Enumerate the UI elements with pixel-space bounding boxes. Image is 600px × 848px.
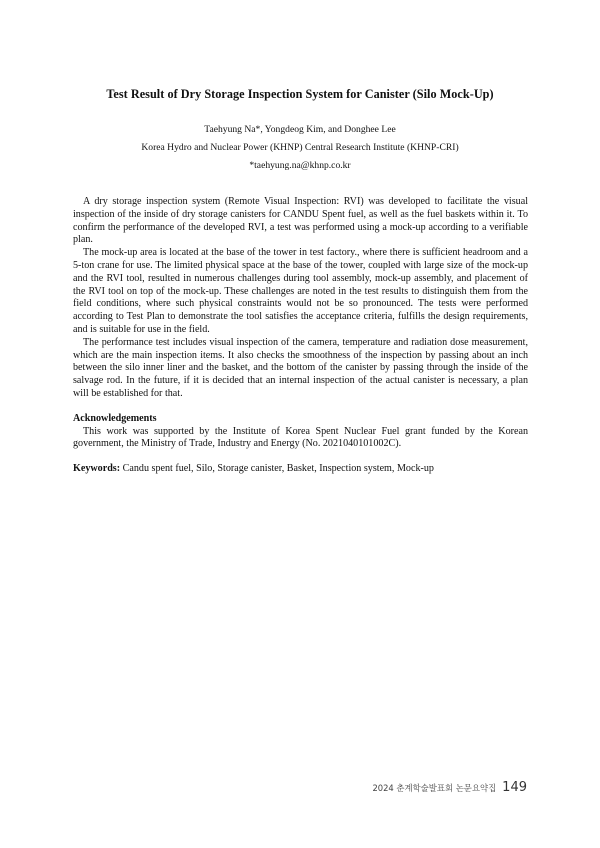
paragraph-2: The mock-up area is located at the base of the tower in test factory., where there is sufficient headroom and a 5-ton crane for use. The limited physical space at the base of the tower, coupled with large size of the mock-up and the RVI tool, resulted in numerous challenges during tool assembly, mock-up assembly, and placement of the RVI tool on top of the mock-up. These challenges are noted in the test results to distinguish them from the field conditions, where such physical constraints would not be so pronounced. The tests were performed according to Test Plan to demonstrate the tool satisfies the acceptance criteria, fulfills the design requirements, and is suitable for use in the field. — [73, 247, 528, 335]
abstract-body — [73, 196, 528, 476]
author-list: Taehyung Na*, Yongdeog Kim, and Donghee Lee — [204, 124, 396, 135]
corresponding-email: *taehyung.na@khnp.co.kr — [249, 160, 351, 171]
acknowledgements-heading: Acknowledgements — [73, 412, 157, 424]
keywords-label: Keywords: — [73, 463, 121, 475]
paragraph-1: A dry storage inspection system (Remote Visual Inspection: RVI) was developed to facilitate the visual inspection of the inside of dry storage canisters for CANDU Spent fuel, as well as the fuel baskets within it. To confirm the performance of the developed RVI, a test was performed using a mock-up according to a verifiable plan. — [73, 196, 528, 246]
affiliation: Korea Hydro and Nuclear Power (KHNP) Central Research Institute (KHNP-CRI) — [141, 142, 459, 153]
keywords-text: Candu spent fuel, Silo, Storage canister, Basket, Inspection system, Mock-up — [120, 463, 434, 475]
keywords-section — [73, 463, 528, 476]
page-footer — [372, 780, 527, 795]
journal-name: 2024 춘계학술발표회 논문요약집 — [372, 783, 497, 793]
acknowledgements-text: This work was supported by the Institute of Korea Spent Nuclear Fuel grant funded by the Korean government, the Ministry of Trade, Industry and Energy (No. 2021040101002C). — [73, 425, 528, 450]
paragraph-3: The performance test includes visual inspection of the camera, temperature and radiation dose measurement, which are the main inspection items. It also checks the smoothness of the inspection by passing about an inch between the silo inner liner and the basket, and the bottom of the canister by passing through the inside of the salvage rod. In the future, if it is decided that an internal inspection of the actual canister is necessary, a plan will be established for that. — [73, 336, 528, 399]
paper-title: Test Result of Dry Storage Inspection System for Canister (Silo Mock-Up) — [106, 87, 494, 101]
acknowledgements-section — [73, 413, 528, 451]
page-number: 149 — [502, 780, 527, 795]
